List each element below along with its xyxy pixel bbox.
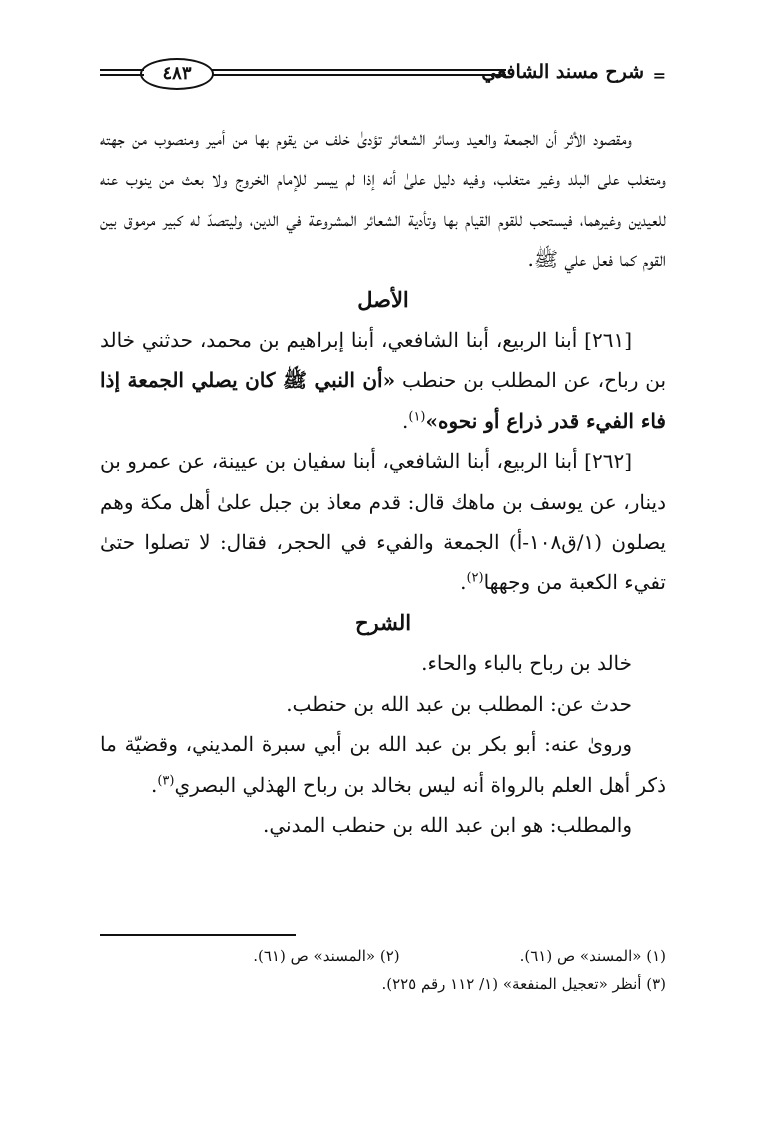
header-rule-left	[100, 69, 144, 76]
sharh-line-3	[100, 724, 666, 805]
main-text	[100, 118, 666, 845]
sharh-line-3-text: وروىٰ عنه: أبو بكر بن عبد الله بن أبي سبرة المديني، وقضيّة ما ذكر أهل العلم بالرواة أنه ليس بخالد بن رباح الهذلي البصري	[100, 732, 666, 797]
footnote-3: (٣) أنظر «تعجيل المنفعة» (١/ ١١٢ رقم ٢٢٥).	[381, 975, 666, 993]
footnote-1: (١) «المسند» ص (٦١).	[519, 947, 666, 965]
footnote-separator	[100, 934, 296, 936]
hadith-261	[100, 320, 666, 441]
header-mark: =	[652, 66, 666, 85]
paragraph-commentary: ومقصود الأثر أن الجمعة والعيد وسائر الشعائر تؤدىٰ خلف من يقوم بها من أمير ومنصوب من جهته ومتغلب على البلد وغير متغلب، وفيه دليل علىٰ أنه إذا لم ييسر للإمام الخروج ولا بعث من ينوب عنه للعيدين وغيرهما، فيستحب للقوم القيام بها وتأدية الشعائر المشروعة في الدين، وليتصدّ له كبير مرموق بين القوم كما فعل علي ﷺ.	[100, 126, 666, 272]
footnote-ref-2: (٢)	[466, 570, 484, 586]
page-header	[100, 58, 666, 92]
footnote-ref-1: (١)	[408, 409, 426, 425]
hadith-262	[100, 441, 666, 603]
hadith-261-matn: «أن النبي ﷺ كان يصلي الجمعة إذا فاء الفيء قدر ذراع أو نحوه»	[100, 368, 666, 433]
sharh-line-4: والمطلب: هو ابن عبد الله بن حنطب المدني.	[262, 812, 632, 837]
sharh-line-2: حدث عن: المطلب بن عبد الله بن حنطب.	[286, 691, 632, 716]
hadith-262-text: [٢٦٢] أبنا الربيع، أبنا الشافعي، أبنا سفيان بن عيينة، عن عمرو بن دينار، عن يوسف بن ماهك قال: قدم معاذ بن جبل علىٰ أهل مكة وهم يصلون (١/ق١٠٨-أ) الجمعة والفيء في الحجر، فقال: لا تصلوا حتىٰ تفيء الكعبة من وجهها	[100, 449, 666, 595]
running-title: شرح مسند الشافعي	[481, 61, 644, 83]
heading-sharh: الشرح	[354, 609, 412, 635]
header-rule-right	[210, 69, 506, 76]
sharh-line-1: خالد بن رباح بالباء والحاء.	[421, 651, 632, 676]
footnote-2: (٢) «المسند» ص (٦١).	[253, 947, 400, 965]
footnote-row-1	[100, 942, 666, 970]
sharh-line-3-end: .	[150, 772, 158, 797]
hadith-261-chain: [٢٦١] أبنا الربيع، أبنا الشافعي، أبنا إبراهيم بن محمد، حدثني خالد بن رباح، عن المطلب بن حنطب	[100, 328, 667, 393]
heading-asl: الأصل	[357, 286, 409, 312]
hadith-261-end: .	[402, 408, 409, 433]
page-number: ٤٨٣	[140, 58, 214, 90]
footnotes	[100, 942, 666, 998]
footnote-ref-3: (٣)	[157, 772, 175, 788]
hadith-262-end: .	[460, 570, 467, 595]
